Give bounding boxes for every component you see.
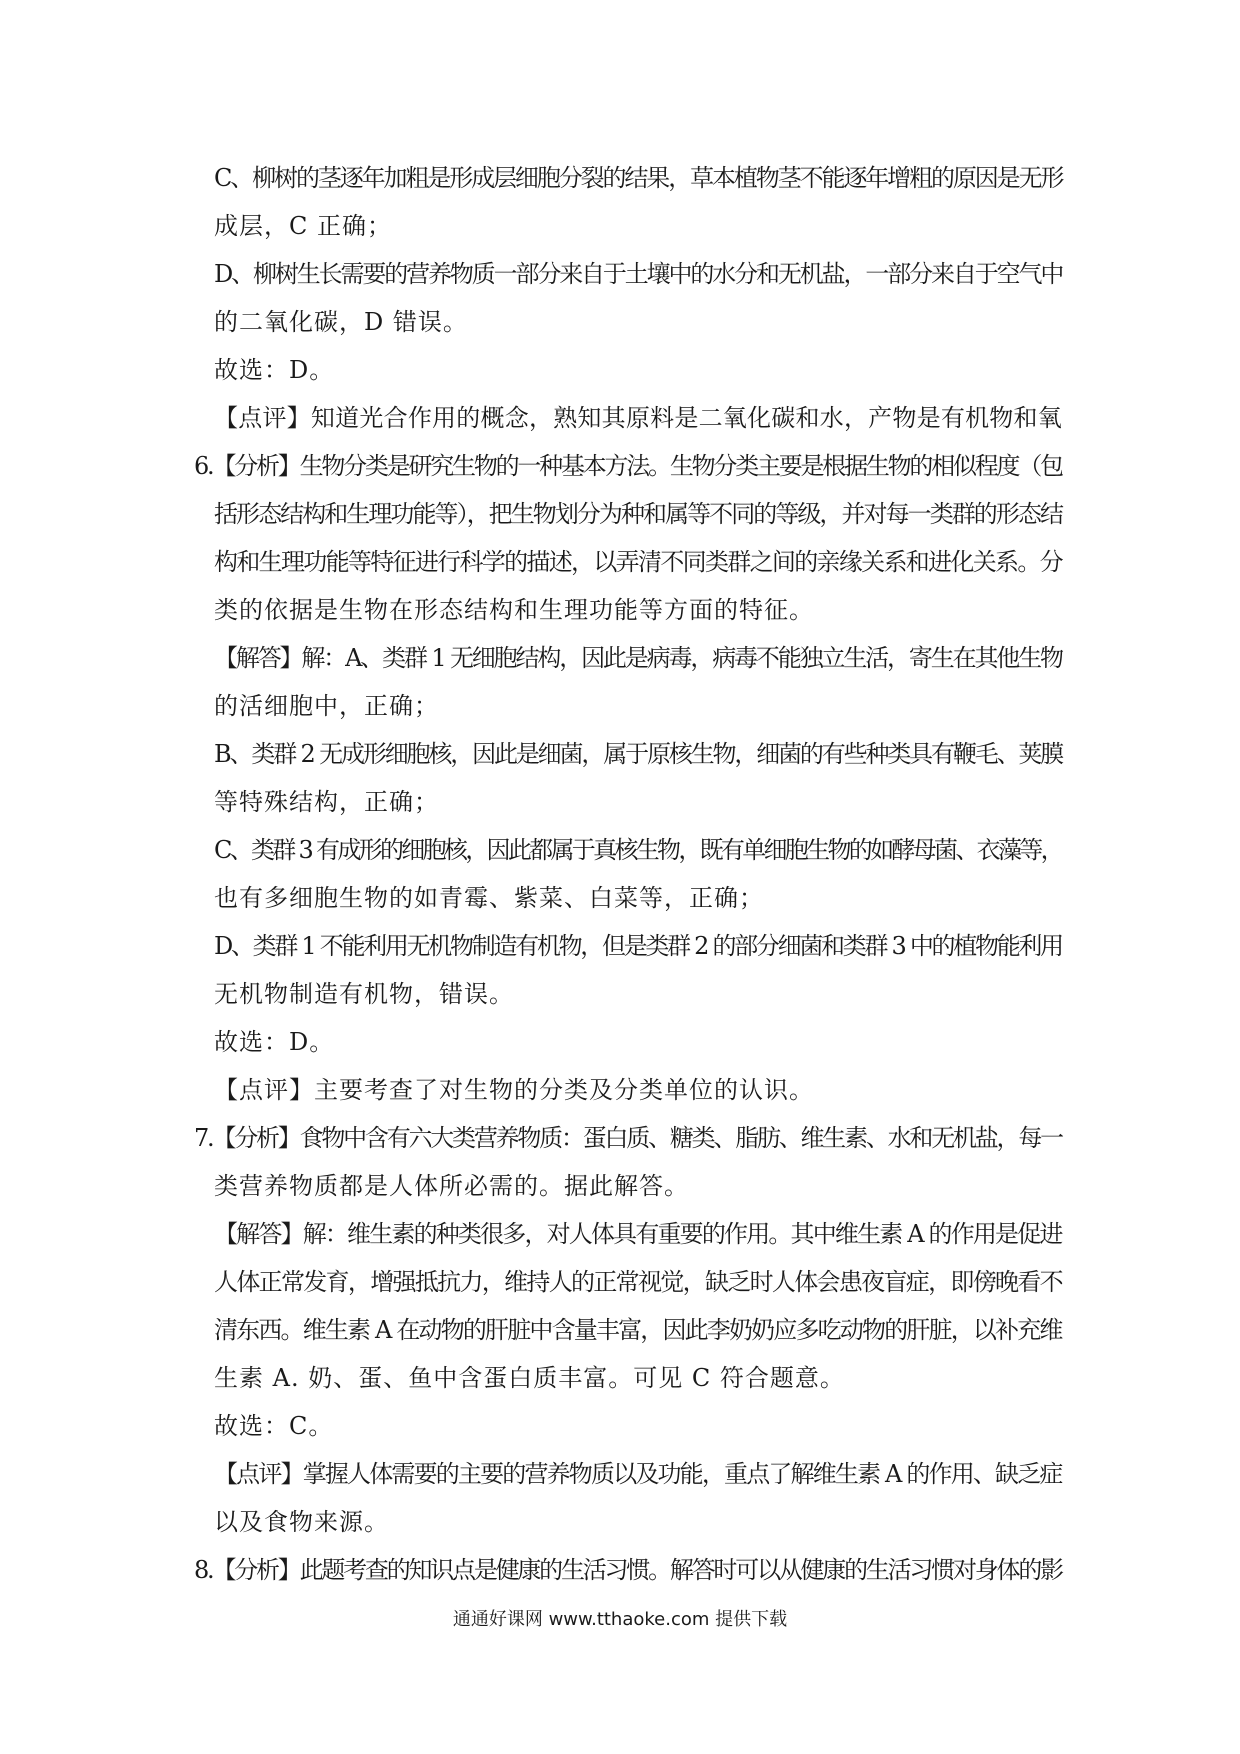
text-line: 生素 A. 奶、蛋、鱼中含蛋白质丰富。可见 C 符合题意。 — [214, 1364, 845, 1392]
text-line: 人体正常发育，增强抵抗力，维持人的正常视觉，缺乏时人体会患夜盲症，即傍晚看不 — [214, 1268, 1062, 1296]
text-line: 6.【分析】生物分类是研究生物的一种基本方法。生物分类主要是根据生物的相似程度（包 — [194, 452, 1062, 480]
text-line: 构和生理功能等特征进行科学的描述，以弄清不同类群之间的亲缘关系和进化关系。分 — [214, 548, 1062, 576]
text-line: 故选：D。 — [214, 356, 335, 384]
text-line: 括形态结构和生理功能等），把生物划分为种和属等不同的等级，并对每一类群的形态结 — [214, 500, 1062, 528]
text-line: D、类群 1 不能利用无机物制造有机物，但是类群 2 的部分细菌和类群 3 中的植物能利用 — [214, 932, 1062, 960]
text-line: 故选：C。 — [214, 1412, 334, 1440]
text-line: 成层，C 正确； — [214, 212, 392, 240]
text-line: 等特殊结构，正确； — [214, 788, 439, 816]
text-line: 【解答】解：维生素的种类很多，对人体具有重要的作用。其中维生素 A 的作用是促进 — [214, 1220, 1062, 1248]
text-line: 【点评】掌握人体需要的主要的营养物质以及功能，重点了解维生素 A 的作用、缺乏症 — [214, 1460, 1062, 1488]
page-footer: 通通好课网 www.tthaoke.com 提供下载 — [452, 1609, 788, 1630]
text-line: C、柳树的茎逐年加粗是形成层细胞分裂的结果，草本植物茎不能逐年增粗的原因是无形 — [214, 164, 1063, 192]
text-line: 【解答】解：A、类群 1 无细胞结构，因此是病毒，病毒不能独立生活，寄生在其他生物 — [214, 644, 1062, 672]
text-line: 【点评】主要考查了对生物的分类及分类单位的认识。 — [214, 1076, 814, 1104]
text-line: 类营养物质都是人体所必需的。据此解答。 — [214, 1172, 689, 1200]
text-line: 的二氧化碳，D 错误。 — [214, 308, 468, 336]
text-line: 7.【分析】食物中含有六大类营养物质：蛋白质、糖类、脂肪、维生素、水和无机盐，每一 — [194, 1124, 1062, 1152]
text-line: C、类群 3 有成形的细胞核，因此都属于真核生物，既有单细胞生物的如酵母菌、衣藻等， — [214, 836, 1062, 864]
text-line: 以及食物来源。 — [214, 1508, 389, 1536]
text-line: 也有多细胞生物的如青霉、紫菜、白菜等，正确； — [214, 884, 764, 912]
text-line: 清东西。维生素 A 在动物的肝脏中含量丰富，因此李奶奶应多吃动物的肝脏，以补充维 — [214, 1316, 1062, 1344]
text-line: 8.【分析】此题考查的知识点是健康的生活习惯。解答时可以从健康的生活习惯对身体的影 — [194, 1556, 1062, 1584]
text-line: 【点评】知道光合作用的概念，熟知其原料是二氧化碳和水，产物是有机物和氧 — [214, 404, 1062, 432]
text-line: B、类群 2 无成形细胞核，因此是细菌，属于原核生物，细菌的有些种类具有鞭毛、荚膜 — [214, 740, 1063, 768]
text-line: D、柳树生长需要的营养物质一部分来自于土壤中的水分和无机盐，一部分来自于空气中 — [214, 260, 1063, 288]
text-line: 的活细胞中，正确； — [214, 692, 439, 720]
text-line: 类的依据是生物在形态结构和生理功能等方面的特征。 — [214, 596, 814, 624]
text-line: 故选：D。 — [214, 1028, 335, 1056]
text-line: 无机物制造有机物，错误。 — [214, 980, 514, 1008]
